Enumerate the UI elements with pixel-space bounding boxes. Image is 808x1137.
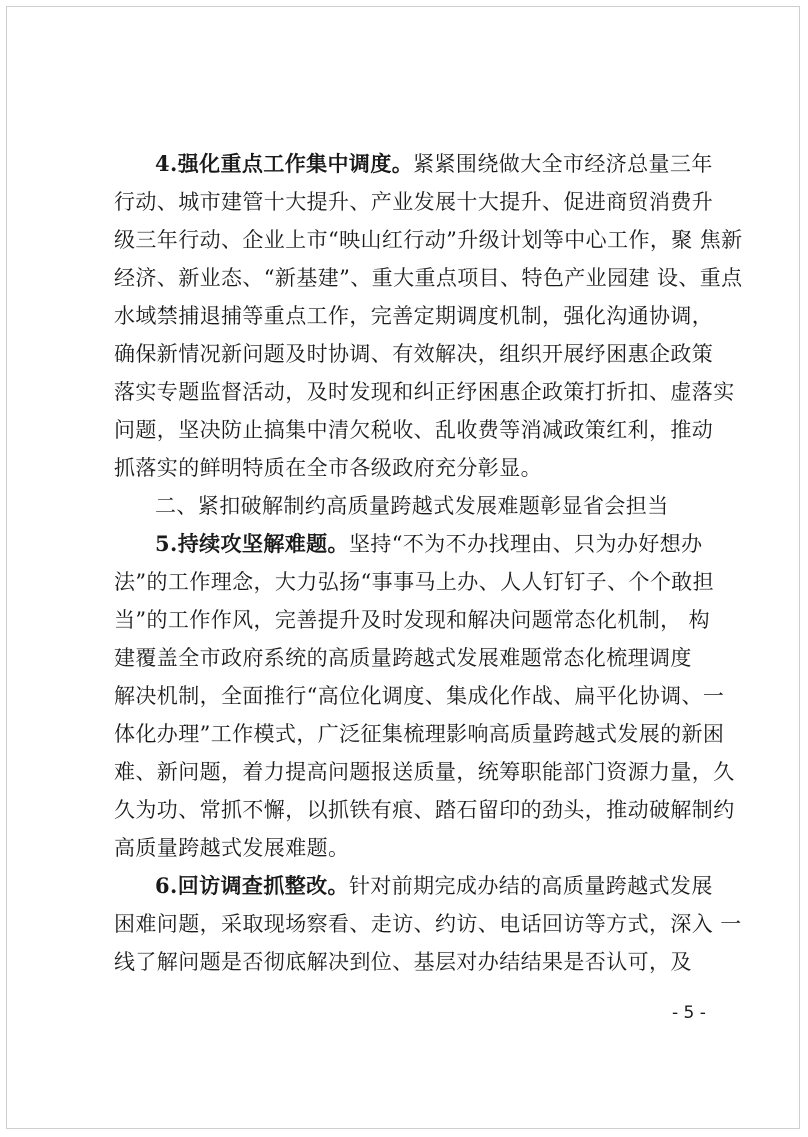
paragraph-4-line-9: 抓落实的鲜明特质在全市各级政府充分彰显。 — [114, 456, 542, 480]
paragraph-5-text: 坚持“不为不办找理由、只为办好想办 — [348, 532, 703, 556]
paragraph-6-lead: 6.回访调查抓整改。 — [155, 873, 349, 898]
paragraph-4-line-4: 经济、新业态、“新基建”、重大重点项目、特色产业园建 设、重点 — [114, 266, 743, 290]
paragraph-5-line-3: 当”的工作作风，完善提升及时发现和解决问题常态化机制， 构 — [114, 608, 711, 632]
paragraph-4-text: 紧紧围绕做大全市经济总量三年 — [413, 152, 713, 176]
paragraph-6-line-3: 线了解问题是否彻底解决到位、基层对办结结果是否认可，及 — [114, 950, 692, 974]
paragraph-4-line-8: 问题，坚决防止搞集中清欠税收、乱收费等消减政策红利，推动 — [114, 418, 714, 442]
paragraph-5-line-1 — [155, 529, 702, 559]
page-number: - 5 - — [672, 1003, 706, 1023]
paragraph-6-line-2: 困难问题，采取现场察看、走访、约访、电话回访等方式，深入 一 — [114, 912, 742, 936]
paragraph-5-line-2: 法”的工作理念，大力弘扬“事事马上办、人人钉钉子、个个敢担 — [114, 570, 715, 594]
paragraph-6-text: 针对前期完成办结的高质量跨越式发展 — [348, 874, 713, 898]
paragraph-6-line-1 — [155, 871, 713, 901]
paragraph-5-lead: 5.持续攻坚解难题。 — [155, 531, 349, 556]
paragraph-4-line-6: 确保新情况新问题及时协调、有效解决，组织开展纾困惠企政策 — [114, 342, 714, 366]
paragraph-4-line-3: 级三年行动、企业上市“映山红行动”升级计划等中心工作，聚 焦新 — [114, 228, 743, 252]
paragraph-4-line-2: 行动、城市建管十大提升、产业发展十大提升、促进商贸消费升 — [114, 190, 714, 214]
paragraph-5-line-4: 建覆盖全市政府系统的高质量跨越式发展难题常态化梳理调度 — [114, 646, 692, 670]
paragraph-4-line-7: 落实专题监督活动，及时发现和纠正纾困惠企政策打折扣、虚落实 — [114, 380, 735, 404]
section-heading: 二、紧扣破解制约高质量跨越式发展难题彰显省会担当 — [155, 494, 669, 518]
paragraph-5-line-5: 解决机制，全面推行“高位化调度、集成化作战、扁平化协调、一 — [114, 684, 725, 708]
paragraph-4-lead: 4.强化重点工作集中调度。 — [155, 151, 414, 176]
paragraph-5-line-6: 体化办理”工作模式，广泛征集梳理影响高质量跨越式发展的新困 — [114, 722, 725, 746]
paragraph-4-line-1 — [155, 149, 713, 179]
paragraph-5-line-8: 久为功、常抓不懈，以抓铁有痕、踏石留印的劲头，推动破解制约 — [114, 798, 735, 822]
paragraph-5-line-7: 难、新问题，着力提高问题报送质量，统筹职能部门资源力量，久 — [114, 760, 735, 784]
paragraph-4-line-5: 水域禁捕退捕等重点工作，完善定期调度机制，强化沟通协调， — [114, 304, 714, 328]
paragraph-5-line-9: 高质量跨越式发展难题。 — [114, 836, 350, 860]
